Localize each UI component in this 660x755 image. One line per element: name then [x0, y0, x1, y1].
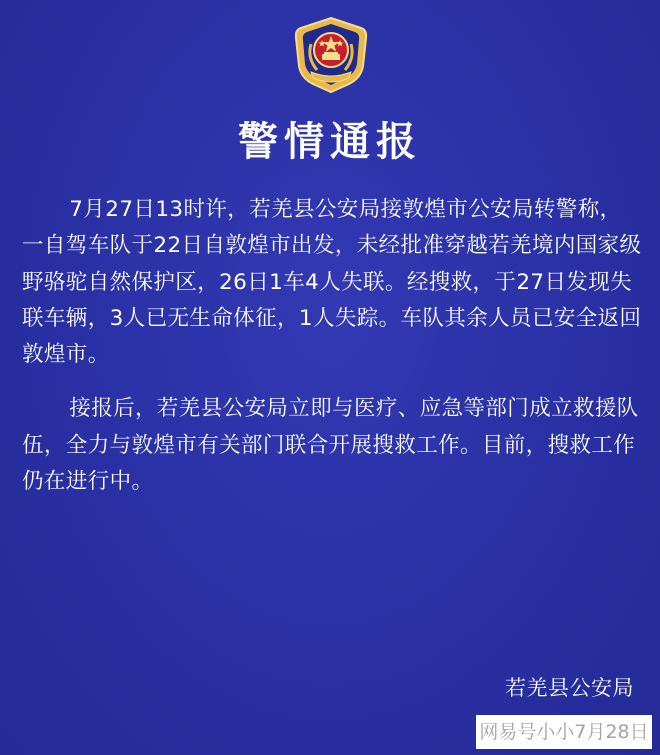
- notice-paragraph: 接报后，若羌县公安局立即与医疗、应急等部门成立救援队伍，全力与敦煌市有关部门联合开展搜救工作。目前，搜救工作仍在进行中。: [22, 396, 639, 495]
- issuer-signature: 若羌县公安局: [505, 676, 634, 700]
- notice-body: [22, 192, 642, 500]
- notice-title: 警情通报: [238, 119, 422, 165]
- date-watermark-overlay: 网易号小小7月28日: [476, 715, 652, 749]
- police-emblem-icon: [289, 14, 373, 98]
- notice-paragraph: 7月27日13时许，若羌县公安局接敦煌市公安局转警称，一自驾车队于22日自敦煌市出发，未经批准穿越若羌境内国家级野骆驼自然保护区，26日1车4人失联。经搜救，于27日发现失联车辆，3人已无生命体征，1人失踪。车队其余人员已安全返回敦煌市。: [22, 197, 642, 368]
